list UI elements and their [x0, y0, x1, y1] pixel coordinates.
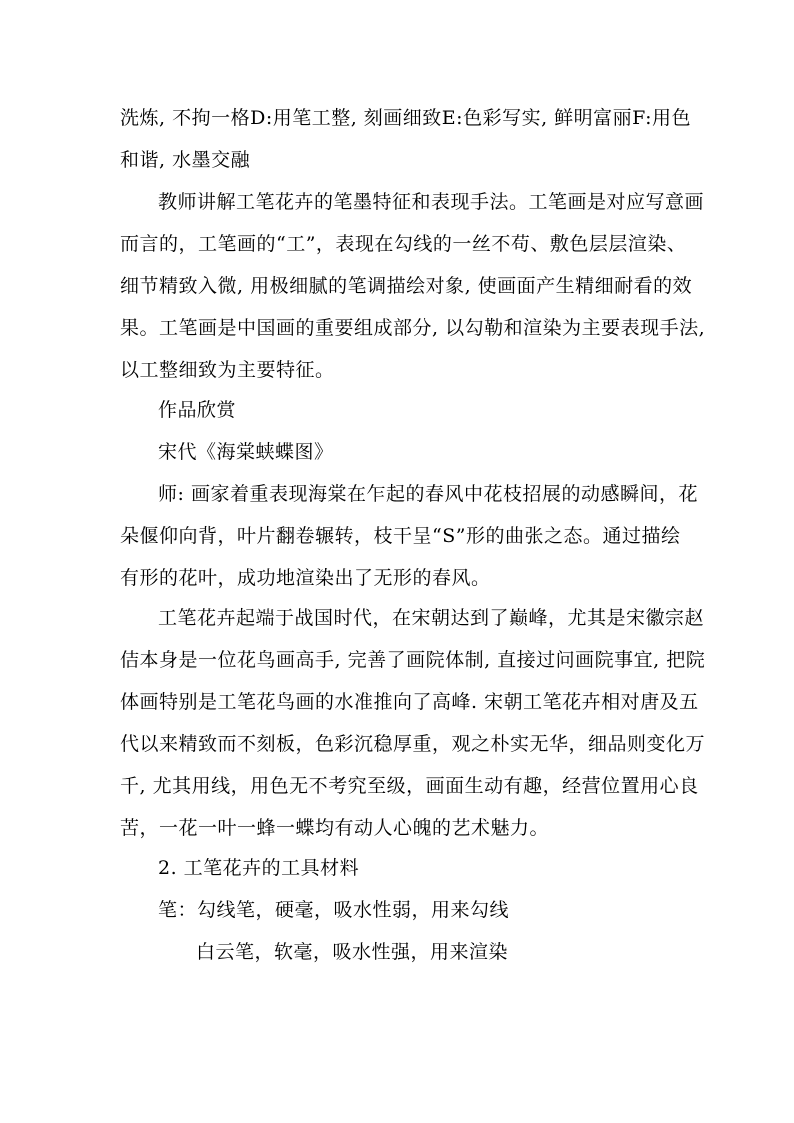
text-line: 细节精致入微, 用极细腻的笔调描绘对象, 使画面产生精细耐看的效 [120, 275, 693, 297]
text-line: 体画特别是工笔花鸟画的水准推向了高峰. 宋朝工笔花卉相对唐及五 [120, 691, 699, 713]
list-item: 白云笔，软毫，吸水性强，用来渲染 [196, 941, 509, 963]
section-heading: 作品欣赏 [158, 399, 237, 421]
paragraph-line: 工笔花卉起端于战国时代，在宋朝达到了巅峰，尤其是宋徽宗赵 [158, 607, 705, 629]
text-line: 和谐, 水墨交融 [120, 149, 251, 171]
list-item: 笔：勾线笔，硬毫，吸水性弱，用来勾线 [158, 899, 510, 921]
text-line: 而言的，工笔画的“工”，表现在勾线的一丝不苟、敷色层层渲染、 [120, 233, 687, 255]
text-line: 果。工笔画是中国画的重要组成部分, 以勾勒和渲染为主要表现手法, [120, 317, 706, 339]
text-line: 朵偃仰向背，叶片翻卷辗转，枝干呈“S”形的曲张之态。通过描绘 [120, 525, 681, 547]
text-line: 千, 尤其用线，用色无不考究至级，画面生动有趣，经营位置用心良 [120, 775, 699, 797]
section-heading: 2. 工笔花卉的工具材料 [158, 857, 360, 879]
text-line: 代以来精致而不刻板，色彩沉稳厚重，观之朴实无华，细品则变化万 [120, 733, 706, 755]
text-line: 佶本身是一位花鸟画高手, 完善了画院体制, 直接过问画院事宜, 把院 [120, 649, 706, 671]
text-line: 洗炼, 不拘一格D:用笔工整, 刻画细致E:色彩写实, 鲜明富丽F:用色 [120, 107, 692, 129]
text-line: 以工整细致为主要特征。 [120, 359, 335, 381]
paragraph-line: 教师讲解工笔花卉的笔墨特征和表现手法。工笔画是对应写意画 [158, 191, 705, 213]
text-line: 有形的花叶，成功地渲染出了无形的春风。 [120, 567, 491, 589]
paragraph-line: 师: 画家着重表现海棠在乍起的春风中花枝招展的动感瞬间，花 [158, 483, 698, 505]
artwork-title: 宋代《海棠蛱蝶图》 [158, 441, 334, 463]
text-line: 苦，一花一叶一蜂一蝶均有动人心魄的艺术魅力。 [120, 817, 550, 839]
